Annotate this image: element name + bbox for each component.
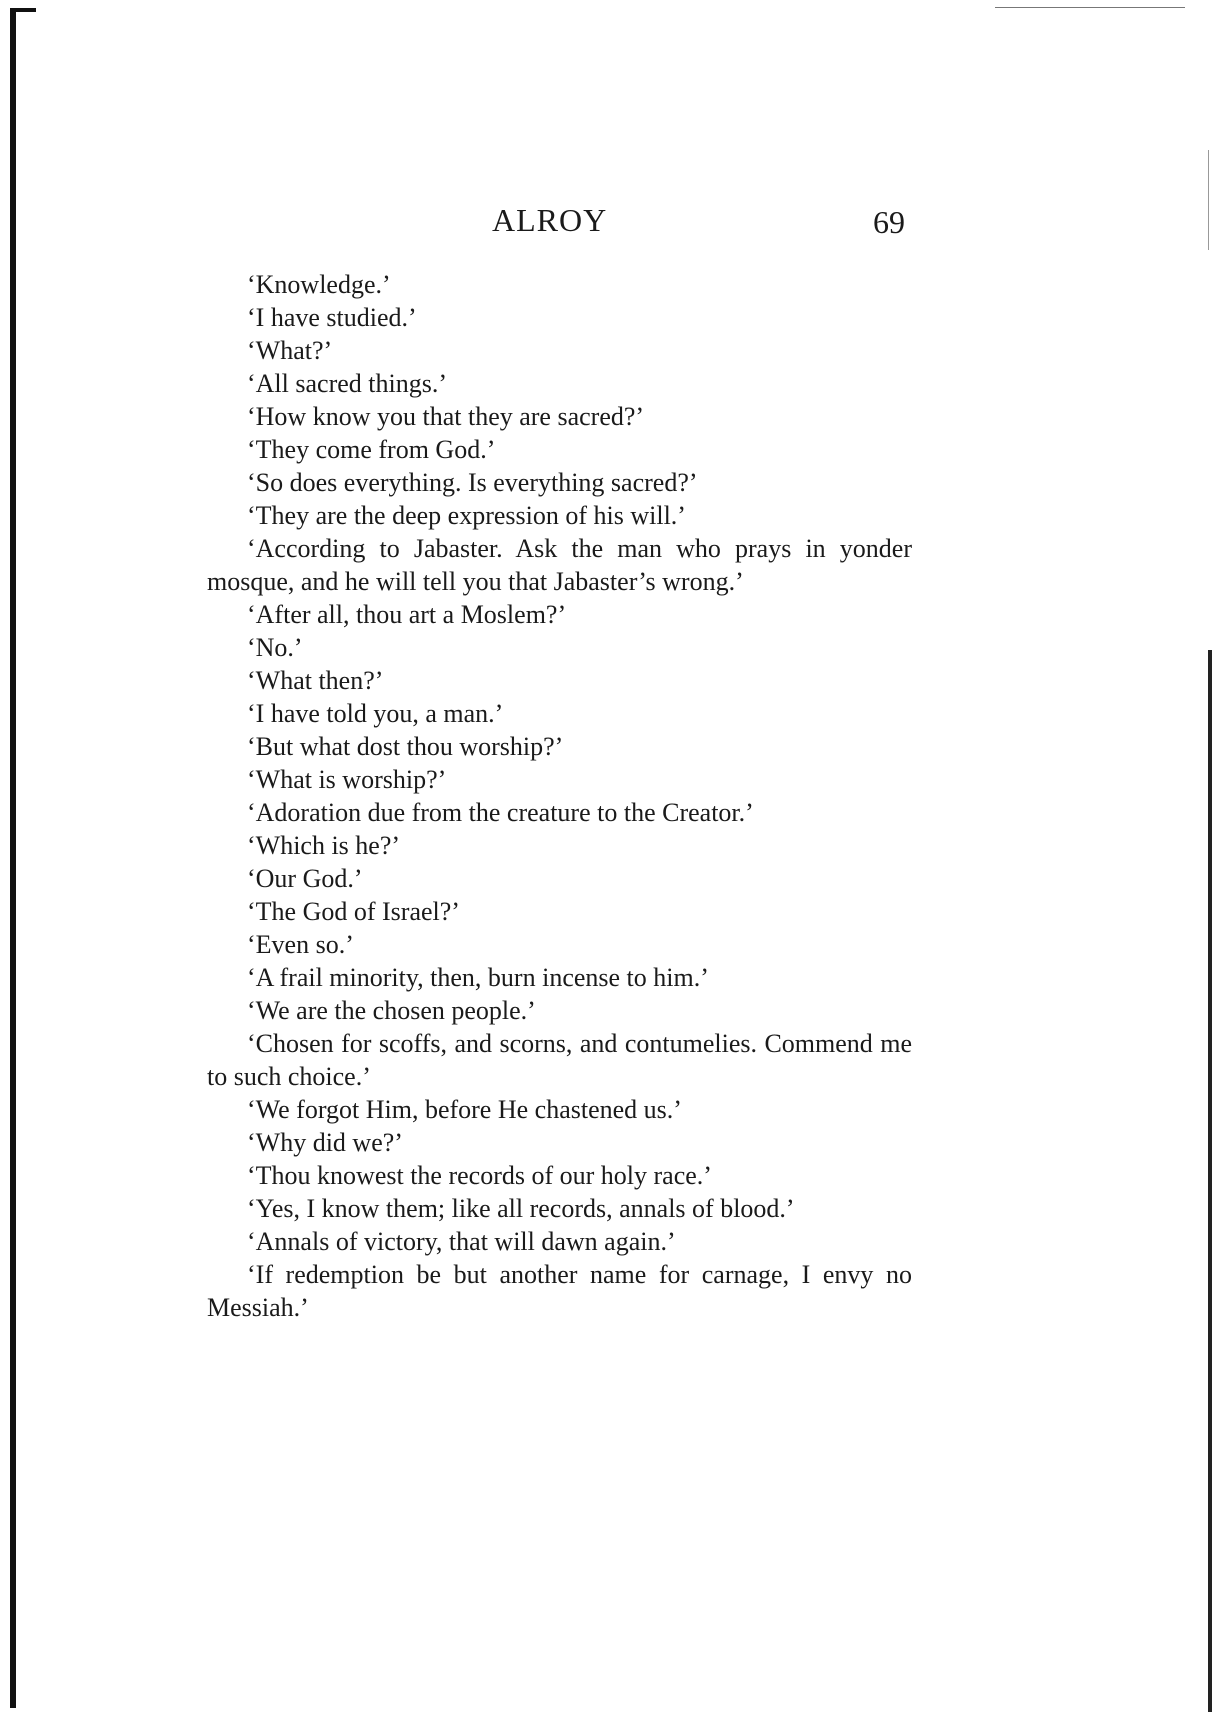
- scan-edge-top-right: [995, 7, 1185, 8]
- paragraph: ‘Even so.’: [247, 930, 354, 959]
- page-header: [0, 198, 1216, 248]
- paragraph: ‘Thou knowest the records of our holy race.’: [247, 1161, 712, 1190]
- paragraph: ‘What?’: [247, 336, 333, 365]
- paragraph: ‘Chosen for scoffs, and scorns, and contumelies. Commend me to such choice.’: [207, 1029, 912, 1091]
- paragraph: ‘How know you that they are sacred?’: [247, 402, 645, 431]
- paragraph: ‘A frail minority, then, burn incense to him.’: [247, 963, 709, 992]
- paragraph: ‘But what dost thou worship?’: [247, 732, 564, 761]
- paragraph: ‘Our God.’: [247, 864, 363, 893]
- body-text: [207, 268, 912, 1324]
- paragraph: ‘Annals of victory, that will dawn again.’: [247, 1227, 676, 1256]
- scan-edge-left-tick: [10, 8, 36, 12]
- paragraph: ‘All sacred things.’: [247, 369, 448, 398]
- paragraph: ‘Why did we?’: [247, 1128, 403, 1157]
- paragraph: ‘Which is he?’: [247, 831, 401, 860]
- scan-edge-left: [10, 8, 16, 1708]
- paragraph: ‘What then?’: [247, 666, 384, 695]
- paragraph: ‘I have told you, a man.’: [247, 699, 504, 728]
- paragraph: ‘So does everything. Is everything sacred?’: [247, 468, 698, 497]
- page-number: 69: [873, 204, 905, 240]
- paragraph: ‘They are the deep expression of his will.’: [247, 501, 686, 530]
- paragraph: ‘We are the chosen people.’: [247, 996, 536, 1025]
- paragraph: ‘If redemption be but another name for carnage, I envy no Messiah.’: [207, 1260, 912, 1322]
- paragraph: ‘I have studied.’: [247, 303, 417, 332]
- paragraph: ‘We forgot Him, before He chastened us.’: [247, 1095, 682, 1124]
- running-title: ALROY: [492, 202, 608, 238]
- paragraph: ‘The God of Israel?’: [247, 897, 460, 926]
- paragraph: ‘What is worship?’: [247, 765, 447, 794]
- paragraph: ‘Yes, I know them; like all records, annals of blood.’: [247, 1194, 795, 1223]
- paragraph: ‘No.’: [247, 633, 303, 662]
- paragraph: ‘Adoration due from the creature to the Creator.’: [247, 798, 754, 827]
- scan-edge-right: [1208, 650, 1212, 1712]
- paragraph: ‘Knowledge.’: [247, 270, 391, 299]
- paragraph: ‘After all, thou art a Moslem?’: [247, 600, 567, 629]
- paragraph: ‘They come from God.’: [247, 435, 496, 464]
- paragraph: ‘According to Jabaster. Ask the man who prays in yonder mosque, and he will tell you that Jabaster’s wrong.’: [207, 534, 912, 596]
